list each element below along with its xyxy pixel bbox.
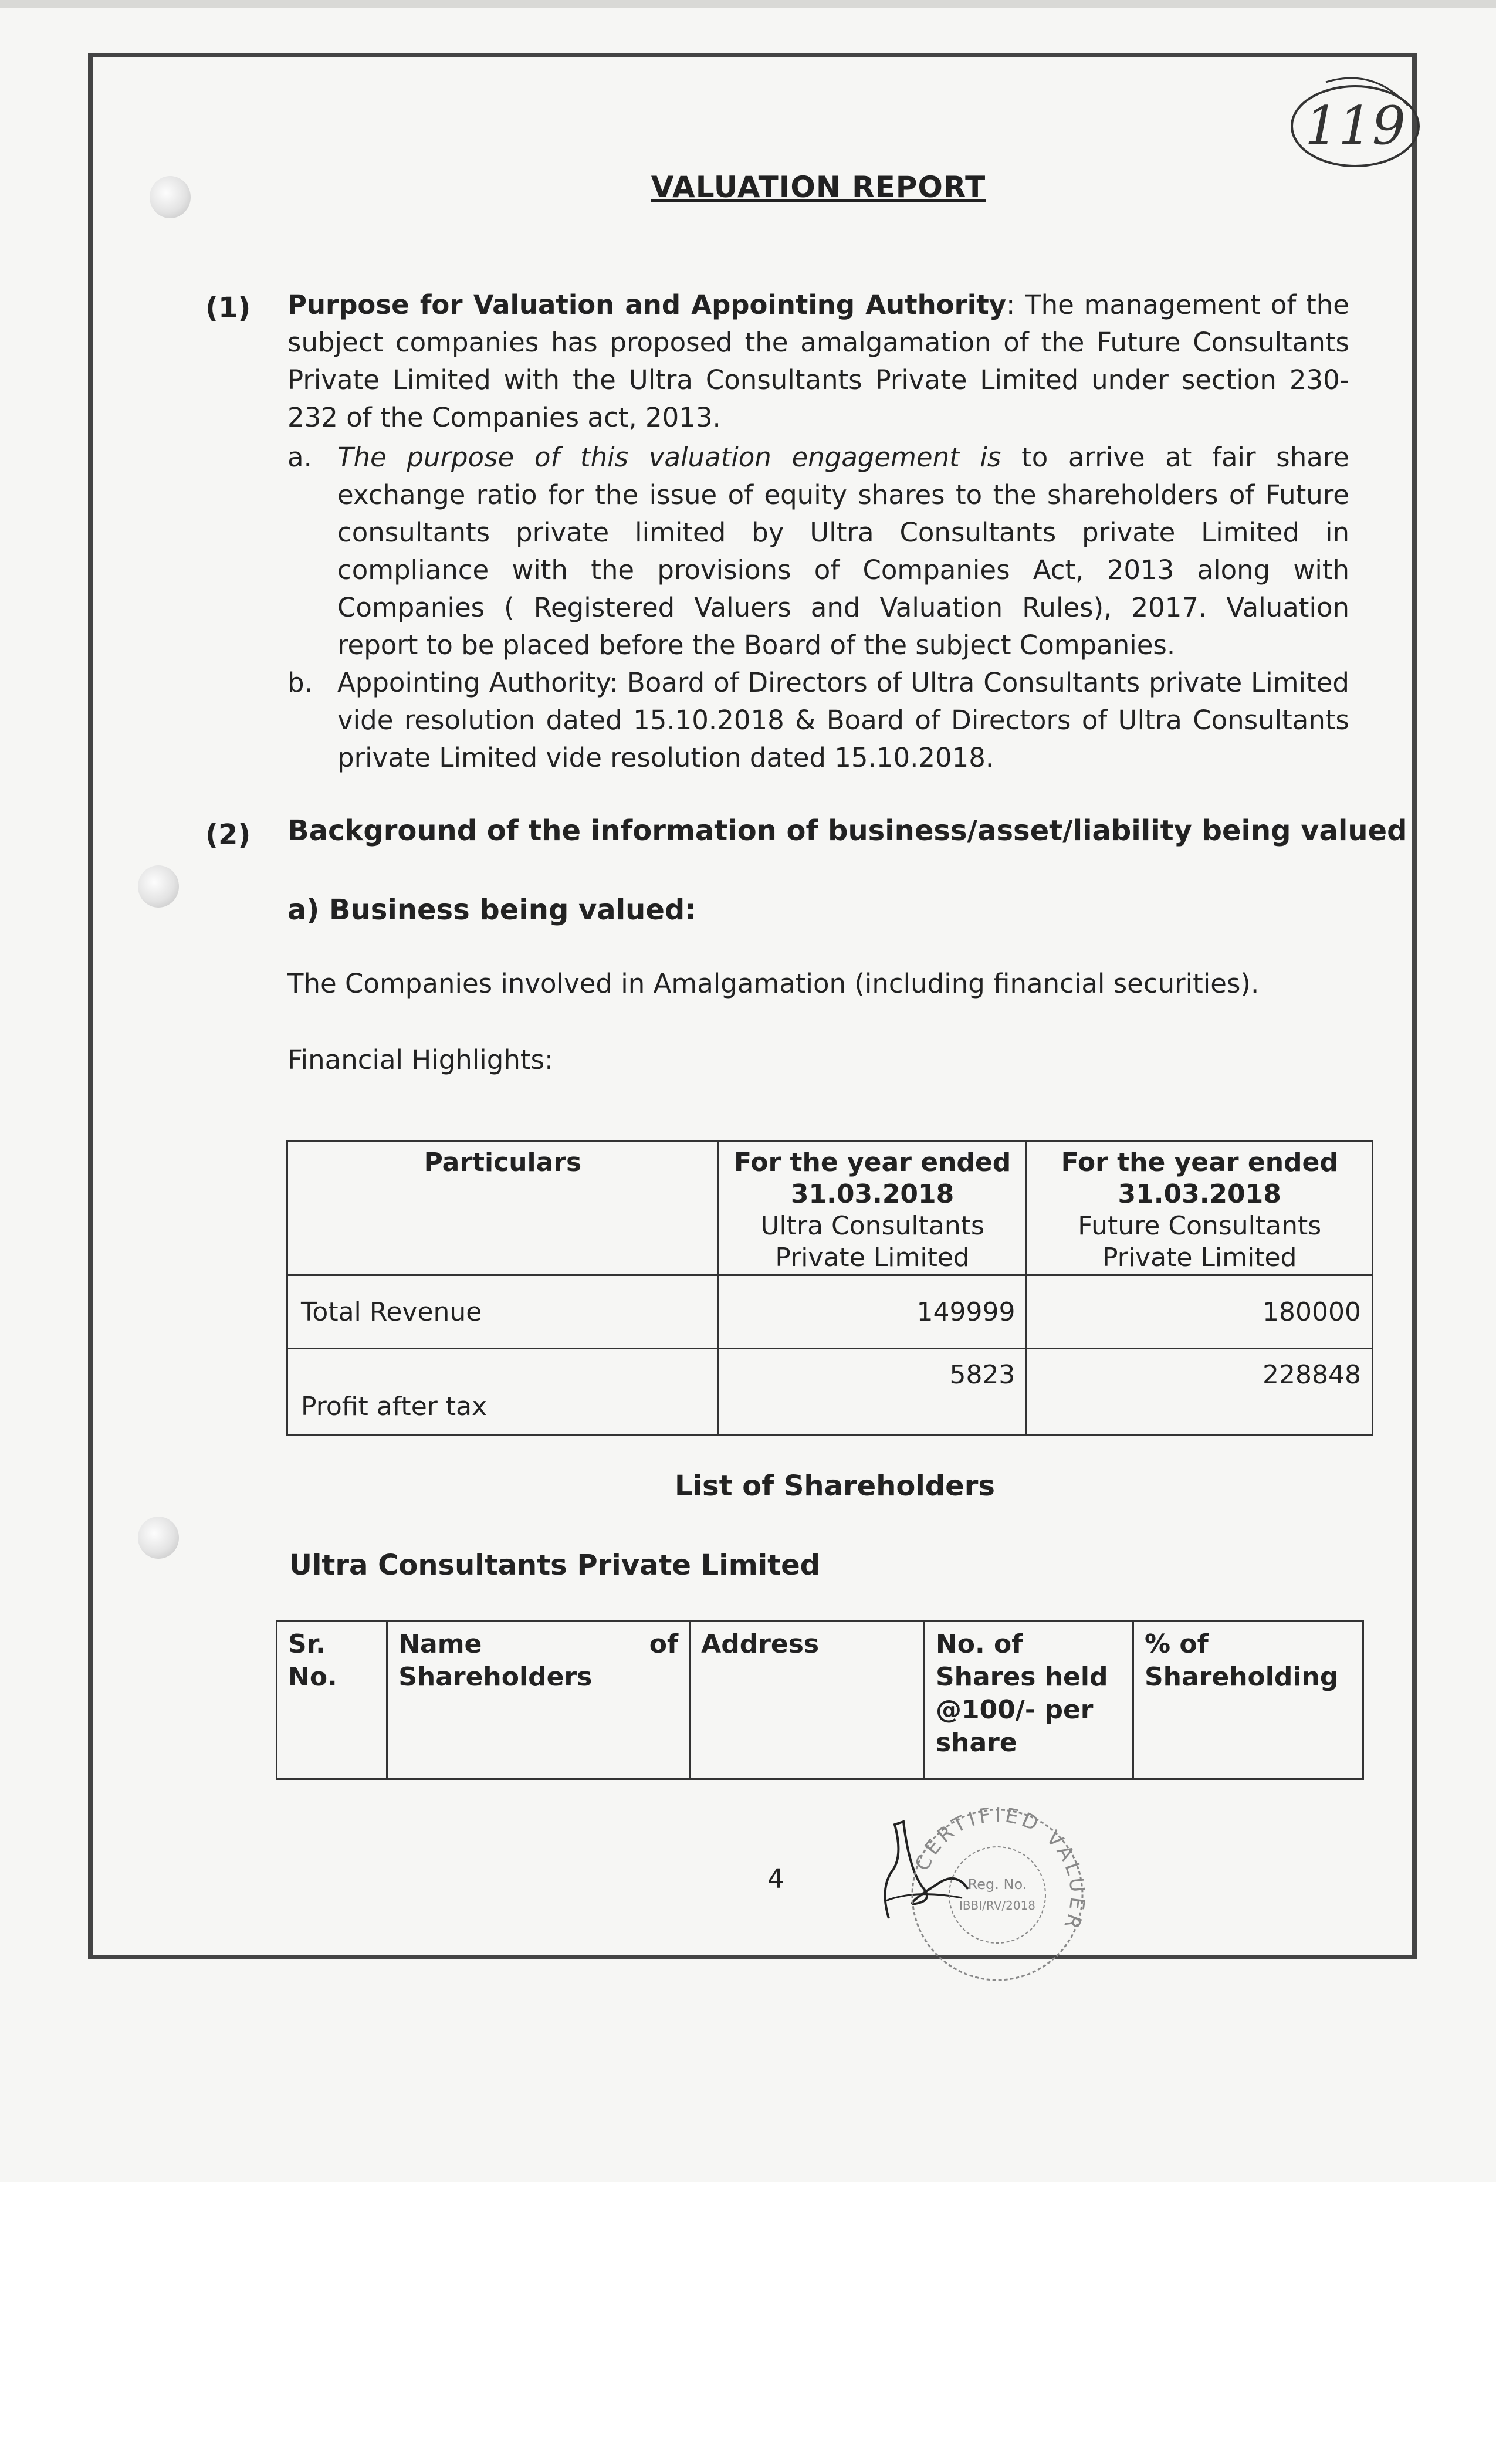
financial-highlights-table xyxy=(286,1140,1373,1436)
svg-text:119: 119 xyxy=(1305,95,1406,157)
list-item xyxy=(287,664,1349,777)
item-b-label: b. xyxy=(287,667,313,698)
row-value-future: 180000 xyxy=(1027,1275,1373,1349)
shareholders-table xyxy=(276,1620,1364,1780)
section-2-number: (2) xyxy=(205,818,251,851)
header-address: Address xyxy=(690,1622,925,1779)
row-label: Profit after tax xyxy=(287,1349,719,1436)
valuer-stamp xyxy=(903,1795,1091,1995)
table-row xyxy=(287,1349,1373,1436)
header-sr-no: Sr. No. xyxy=(277,1622,387,1779)
header-percent: % of Shareholding xyxy=(1133,1622,1363,1779)
item-a-text: to arrive at fair share exchange ratio for the issue of equity shares to the shareholders of Future consultants private limited by Ultra Consultants private Limited in compliance with the provisions of Companies Act, 2013 along with Companies ( Registered Valuers and Valuation Rules), 2017. Valuation report to be placed before the Board of the subject Companies. xyxy=(337,442,1349,661)
section-1-list xyxy=(287,439,1349,777)
shareholders-heading: List of Shareholders xyxy=(675,1470,995,1502)
financial-highlights-label: Financial Highlights: xyxy=(287,1044,554,1075)
row-value-future: 228848 xyxy=(1027,1349,1373,1436)
header-future: For the year ended 31.03.2018 Future Consultants Private Limited xyxy=(1027,1142,1373,1275)
companies-text: The Companies involved in Amalgamation (including financial securities). xyxy=(287,968,1260,999)
header-name: Name of Shareholders xyxy=(387,1622,690,1779)
page-title: VALUATION REPORT xyxy=(651,170,986,204)
section-1-intro-text: : The management of the subject companies has proposed the amalgamation of the Future Consultants Private Limited with the Ultra Consultants Private Limited under section 230-232 of the Companies act, 2013. xyxy=(287,289,1349,433)
svg-text:CERTIFIED VALUER: CERTIFIED VALUER xyxy=(911,1803,1089,1935)
section-1-heading: Purpose for Valuation and Appointing Authority xyxy=(287,289,1007,320)
list-item xyxy=(287,439,1349,664)
business-subheading: a) Business being valued: xyxy=(287,893,696,926)
header-ultra: For the year ended 31.03.2018 Ultra Consultants Private Limited xyxy=(718,1142,1027,1275)
row-label: Total Revenue xyxy=(287,1275,719,1349)
table-header-row xyxy=(287,1142,1373,1275)
item-a-label: a. xyxy=(287,442,312,473)
section-1-number: (1) xyxy=(205,292,251,324)
svg-text:IBBI/RV/2018: IBBI/RV/2018 xyxy=(959,1898,1036,1913)
svg-text:Reg. No.: Reg. No. xyxy=(967,1876,1027,1893)
row-value-ultra: 149999 xyxy=(718,1275,1027,1349)
item-b-text: Appointing Authority: Board of Directors of Ultra Consultants private Limited vide resolution dated 15.10.2018 & Board of Directors of Ultra Consultants private Limited vide resolution dated 15.10.2018. xyxy=(337,667,1349,773)
handwritten-page-number xyxy=(1285,70,1426,176)
shareholders-company: Ultra Consultants Private Limited xyxy=(289,1549,821,1582)
scan-edge xyxy=(0,0,1496,8)
table-header-row xyxy=(277,1622,1363,1779)
section-2-heading: Background of the information of business/asset/liability being valued xyxy=(287,814,1407,847)
table-row xyxy=(287,1275,1373,1349)
row-value-ultra: 5823 xyxy=(718,1349,1027,1436)
item-a-italic: The purpose of this valuation engagement is xyxy=(337,442,1001,473)
header-particulars: Particulars xyxy=(287,1142,719,1275)
header-shares: No. of Shares held @100/- per share xyxy=(924,1622,1133,1779)
section-1-intro xyxy=(287,286,1349,436)
footer-page-number: 4 xyxy=(767,1863,784,1894)
